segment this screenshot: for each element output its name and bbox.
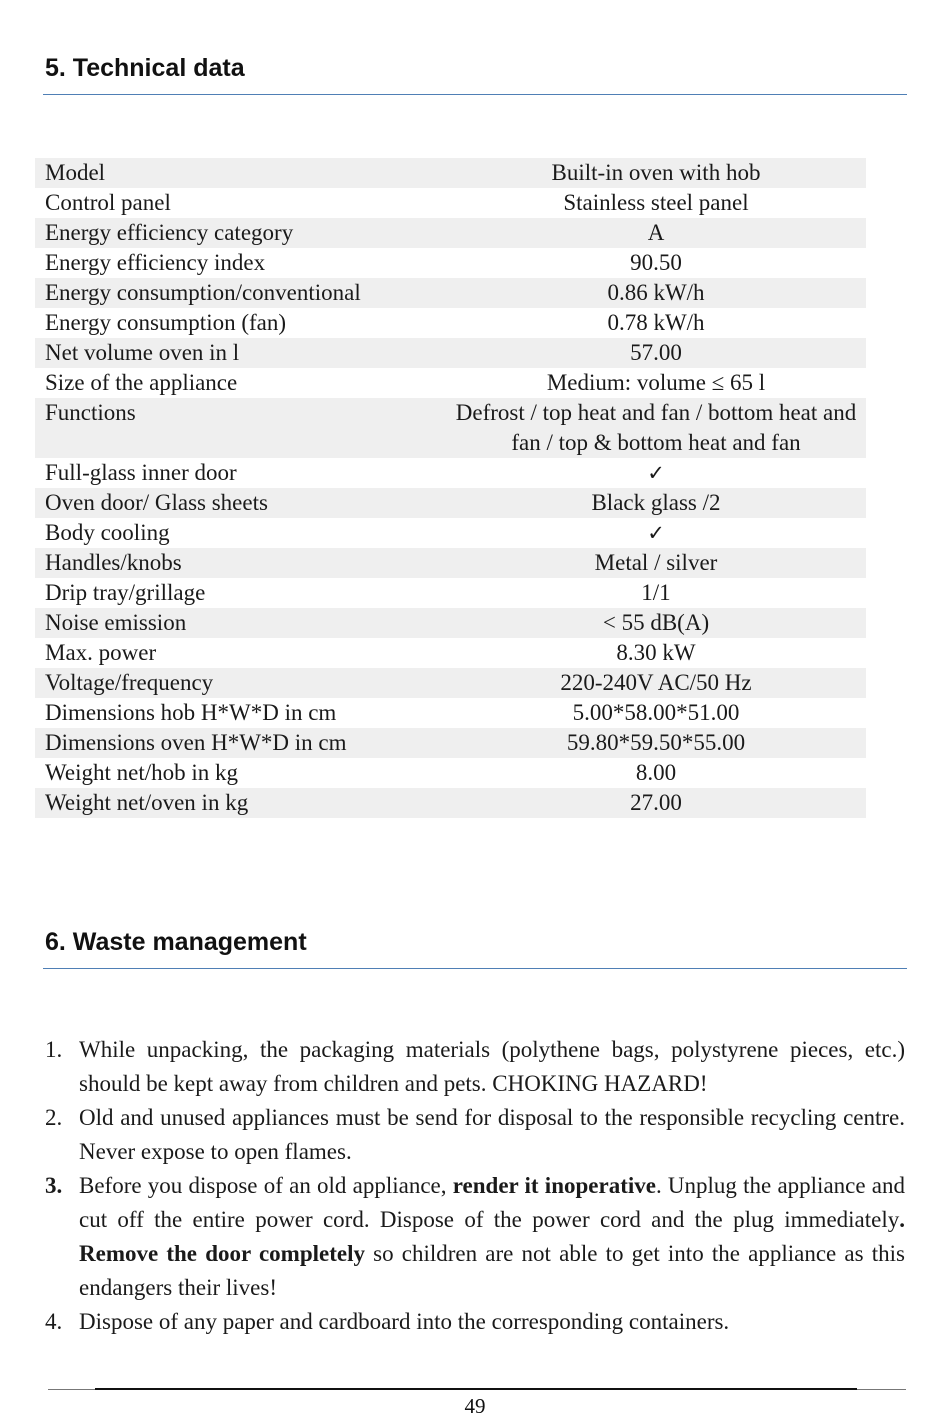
row-label: Noise emission (35, 608, 446, 638)
table-row (35, 458, 866, 488)
table-row (35, 188, 866, 218)
list-text (79, 1173, 905, 1300)
row-value: 5.00*58.00*51.00 (446, 698, 866, 728)
row-label: Weight net/hob in kg (35, 758, 446, 788)
table-row (35, 218, 866, 248)
row-label: Dimensions hob H*W*D in cm (35, 698, 446, 728)
table-row (35, 728, 866, 758)
text-part: Before you dispose of an old appliance, (79, 1173, 453, 1198)
table-row (35, 518, 866, 548)
list-item (45, 1033, 905, 1101)
row-value: Built-in oven with hob (446, 158, 866, 188)
table-row (35, 788, 866, 818)
section-title-waste-management: 6. Waste management (45, 928, 307, 956)
row-value: 59.80*59.50*55.00 (446, 728, 866, 758)
list-number: 2. (45, 1105, 63, 1130)
row-value: 0.86 kW/h (446, 278, 866, 308)
table-row (35, 278, 866, 308)
section-title-technical-data: 5. Technical data (45, 54, 245, 82)
row-label: Model (35, 158, 446, 188)
row-label: Control panel (35, 188, 446, 218)
check-icon: ✓ (446, 518, 866, 548)
table-row (35, 608, 866, 638)
text-part: so children are not able to get into the appliance as this endangers their lives! (79, 1241, 905, 1300)
list-item (45, 1169, 905, 1305)
row-label: Energy efficiency index (35, 248, 446, 278)
page-number: 49 (464, 1394, 486, 1418)
row-label: Size of the appliance (35, 368, 446, 398)
list-number: 4. (45, 1309, 63, 1334)
row-value: Stainless steel panel (446, 188, 866, 218)
row-value: 220-240V AC/50 Hz (446, 668, 866, 698)
section-divider (43, 968, 907, 969)
row-label: Max. power (35, 638, 446, 668)
row-value: 57.00 (446, 338, 866, 368)
list-text: While unpacking, the packaging materials (polythene bags, polystyrene pieces, etc.) should be kept away from children and pets. CHOKING HAZARD! (79, 1037, 905, 1096)
table-row (35, 248, 866, 278)
row-label: Drip tray/grillage (35, 578, 446, 608)
row-label: Functions (35, 398, 446, 458)
row-value: 0.78 kW/h (446, 308, 866, 338)
list-item (45, 1101, 905, 1169)
row-label: Energy consumption (fan) (35, 308, 446, 338)
text-part: . Unplug the appliance and cut off the entire power cord. Dispose of the power cord and the plug immediately (79, 1173, 905, 1232)
check-icon: ✓ (446, 458, 866, 488)
footer-divider-accent (95, 1388, 857, 1390)
row-label: Weight net/oven in kg (35, 788, 446, 818)
row-label: Voltage/frequency (35, 668, 446, 698)
row-label: Body cooling (35, 518, 446, 548)
technical-data-table (35, 158, 866, 818)
table-row (35, 488, 866, 518)
table-row (35, 308, 866, 338)
list-number: 3. (45, 1173, 63, 1198)
row-label: Energy consumption/conventional (35, 278, 446, 308)
row-value: 1/1 (446, 578, 866, 608)
row-label: Dimensions oven H*W*D in cm (35, 728, 446, 758)
row-label: Handles/knobs (35, 548, 446, 578)
table-row (35, 338, 866, 368)
list-text: Old and unused appliances must be send for disposal to the responsible recycling centre. Never expose to open flames. (79, 1105, 905, 1164)
row-value: 8.30 kW (446, 638, 866, 668)
emphasis-remove-door: . Remove the door completely (79, 1207, 905, 1266)
row-value: 27.00 (446, 788, 866, 818)
table-row (35, 368, 866, 398)
row-value: Black glass /2 (446, 488, 866, 518)
table-row (35, 668, 866, 698)
row-value: 90.50 (446, 248, 866, 278)
list-item (45, 1305, 905, 1339)
section-divider (43, 94, 907, 95)
row-label: Net volume oven in l (35, 338, 446, 368)
row-label: Oven door/ Glass sheets (35, 488, 446, 518)
list-number: 1. (45, 1037, 63, 1062)
row-label: Energy efficiency category (35, 218, 446, 248)
row-value: Medium: volume ≤ 65 l (446, 368, 866, 398)
table-row (35, 638, 866, 668)
row-label: Full-glass inner door (35, 458, 446, 488)
row-value: Defrost / top heat and fan / bottom heat and fan / top & bottom heat and fan (446, 398, 866, 458)
table-row (35, 578, 866, 608)
table-row (35, 548, 866, 578)
row-value: Metal / silver (446, 548, 866, 578)
table-row (35, 758, 866, 788)
list-text: Dispose of any paper and cardboard into the corresponding containers. (79, 1309, 730, 1334)
emphasis-render-inoperative: render it inoperative (452, 1173, 656, 1198)
row-value: 8.00 (446, 758, 866, 788)
table-row (35, 398, 866, 458)
waste-management-list (45, 1033, 905, 1339)
row-value: A (446, 218, 866, 248)
table-row (35, 158, 866, 188)
row-value: < 55 dB(A) (446, 608, 866, 638)
table-row (35, 698, 866, 728)
